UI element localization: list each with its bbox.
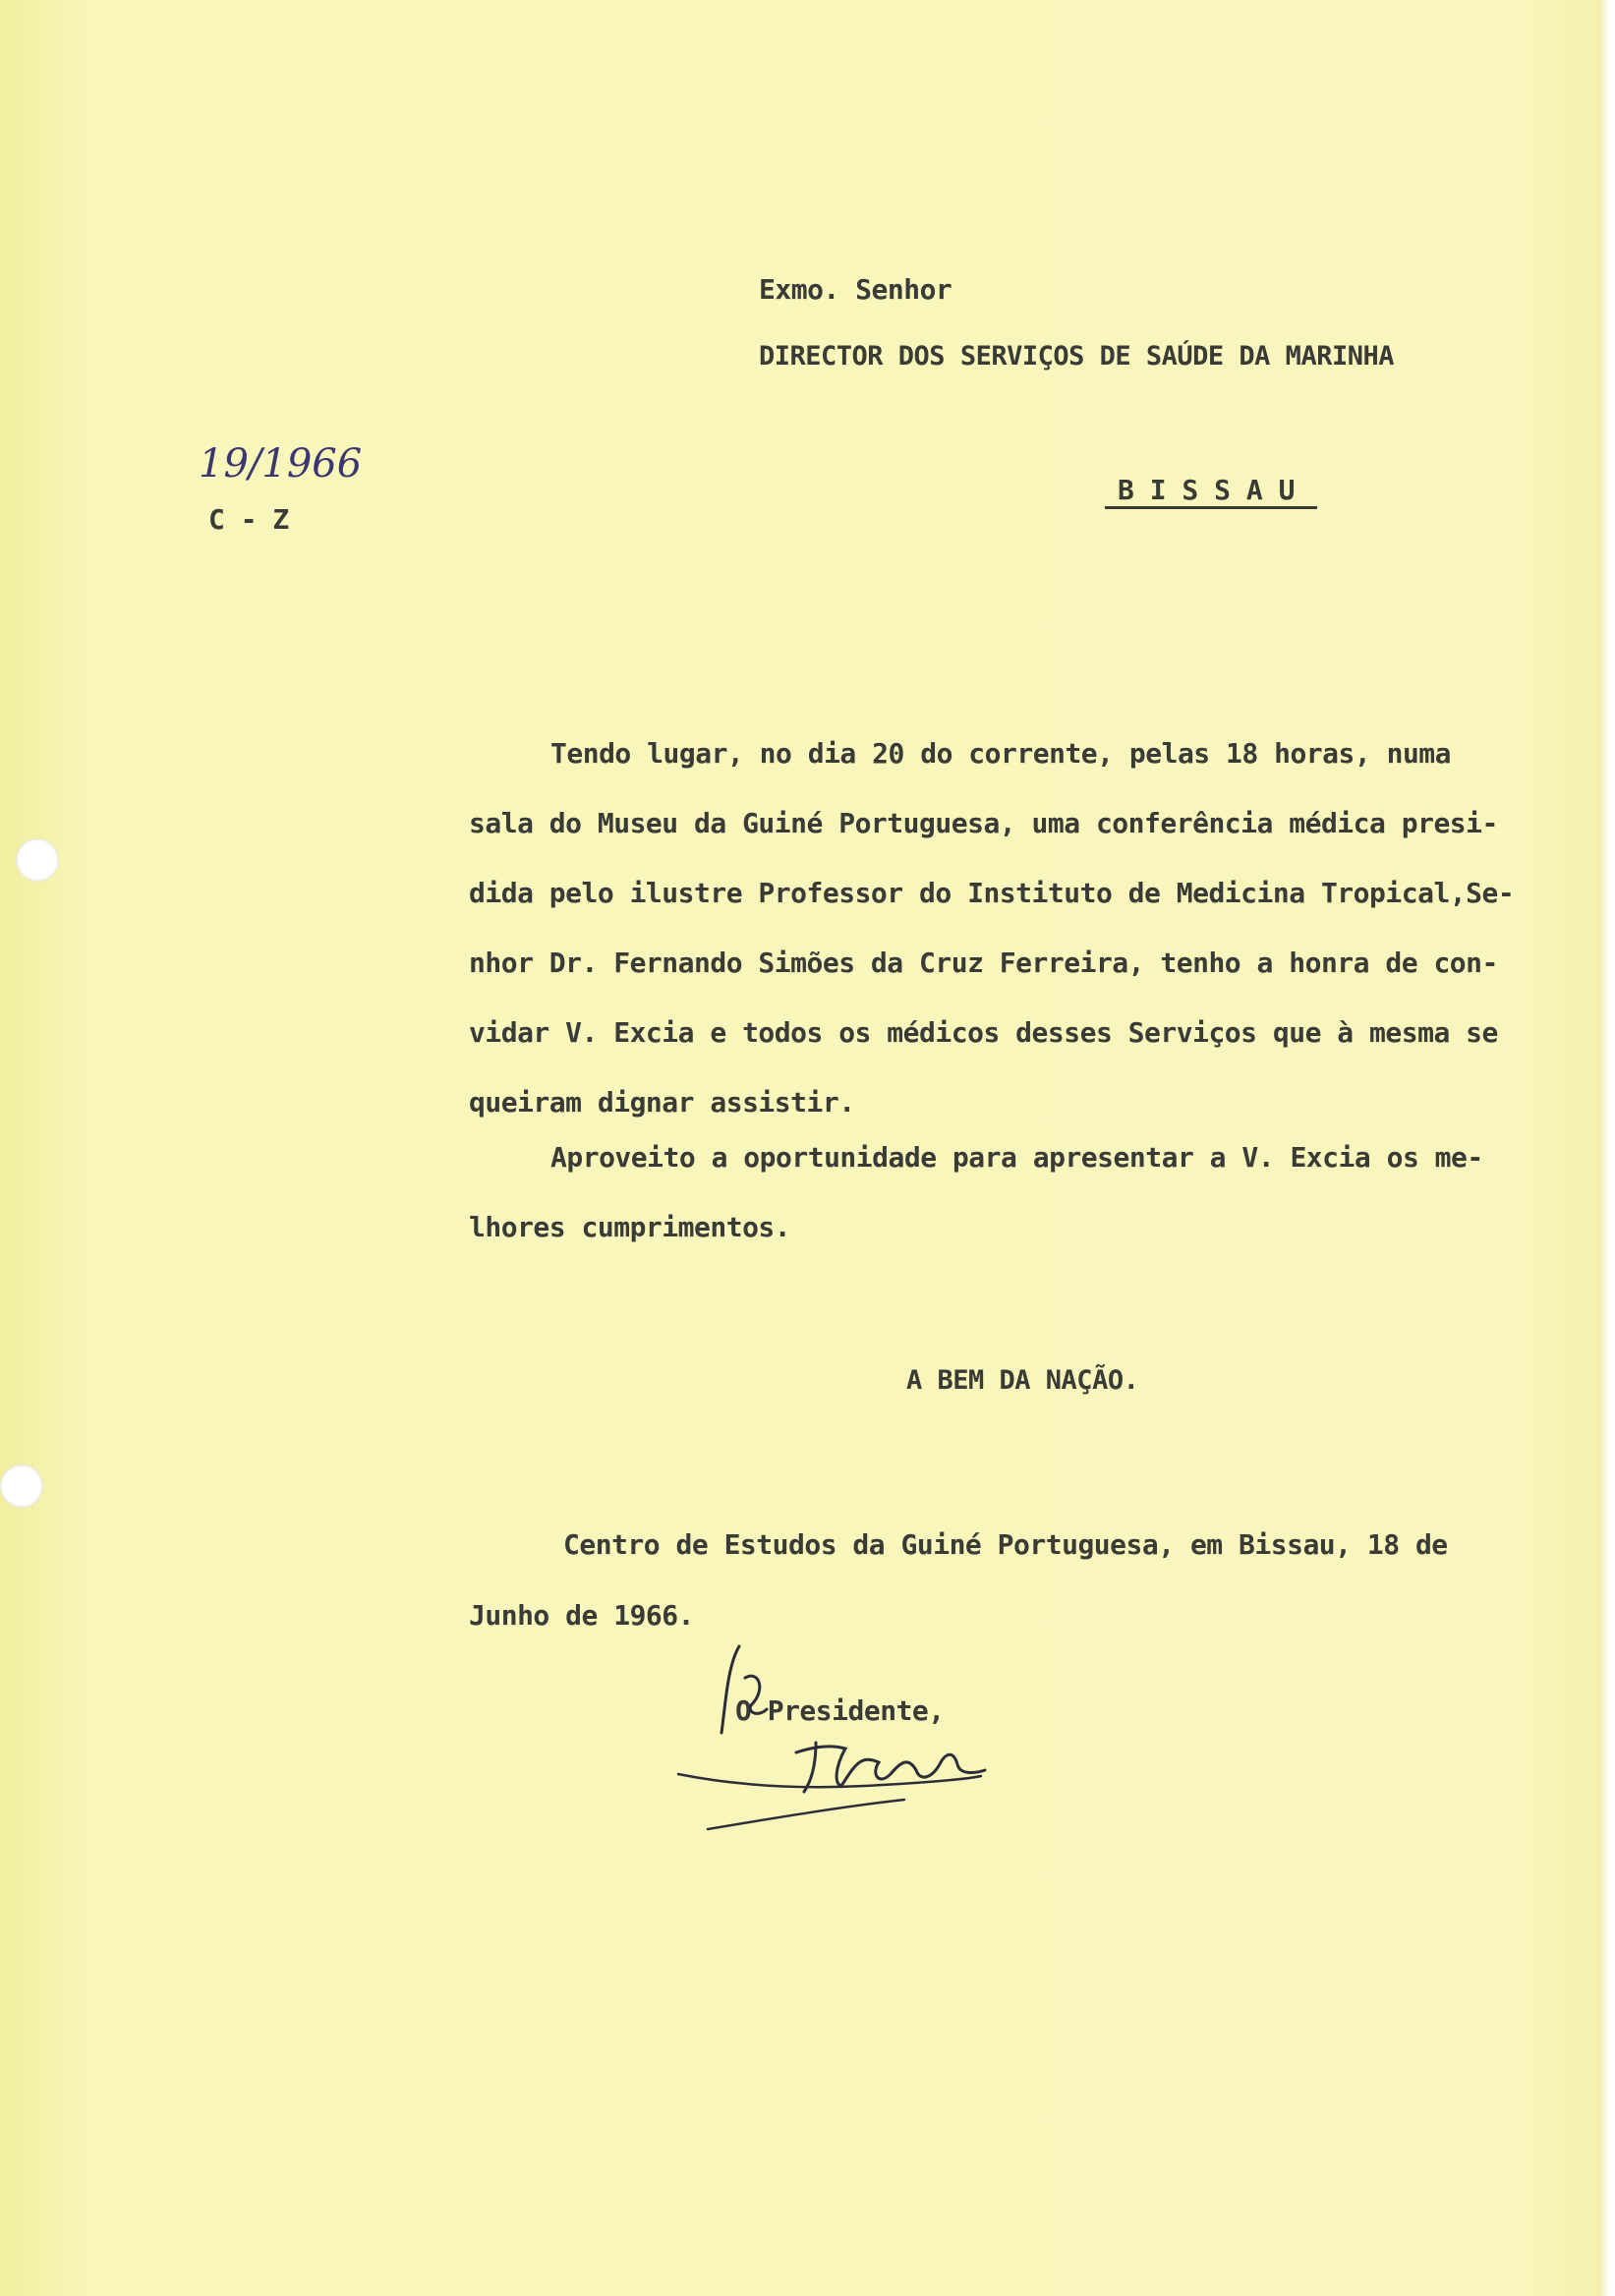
paragraph-invitation	[469, 718, 1521, 1137]
paragraph-line: dida pelo ilustre Professor do Instituto de Medicina Tropical,Se-	[469, 877, 1515, 909]
salutation: Exmo. Senhor	[759, 273, 952, 306]
motto: A BEM DA NAÇÃO.	[906, 1365, 1139, 1396]
page-edge	[1597, 0, 1615, 2296]
handwritten-signature	[668, 1627, 1003, 1843]
reference-number: 19/1966	[199, 441, 363, 487]
reference-code: C - Z	[208, 503, 289, 536]
paragraph-line: vidar V. Excia e todos os médicos desses Serviços que à mesma se	[469, 1016, 1498, 1049]
paragraph-line: nhor Dr. Fernando Simões da Cruz Ferreira, tenho a honra de con-	[469, 947, 1498, 979]
city-heading: B I S S A U	[1118, 474, 1295, 506]
paragraph-line: sala do Museu da Guiné Portuguesa, uma conferência médica presi-	[469, 807, 1498, 839]
paragraph-line: lhores cumprimentos.	[469, 1211, 791, 1243]
paragraph-line: Tendo lugar, no dia 20 do corrente, pelas 18 horas, numa	[550, 737, 1452, 770]
place-date-line-1: Centro de Estudos da Guiné Portuguesa, em Bissau, 18 de	[563, 1528, 1448, 1561]
punch-hole-bottom	[0, 1464, 43, 1508]
punch-hole-top	[16, 838, 59, 882]
recipient-title: DIRECTOR DOS SERVIÇOS DE SAÚDE DA MARINHA	[759, 341, 1394, 372]
paragraph-greeting	[469, 1122, 1521, 1262]
city-underline	[1105, 506, 1317, 509]
paragraph-line: queiram dignar assistir.	[469, 1086, 855, 1119]
place-date-line-2: Junho de 1966.	[469, 1599, 695, 1632]
paragraph-line: Aproveito a oportunidade para apresentar a V. Excia os me-	[550, 1141, 1483, 1174]
signatory-title: O Presidente,	[735, 1694, 945, 1727]
